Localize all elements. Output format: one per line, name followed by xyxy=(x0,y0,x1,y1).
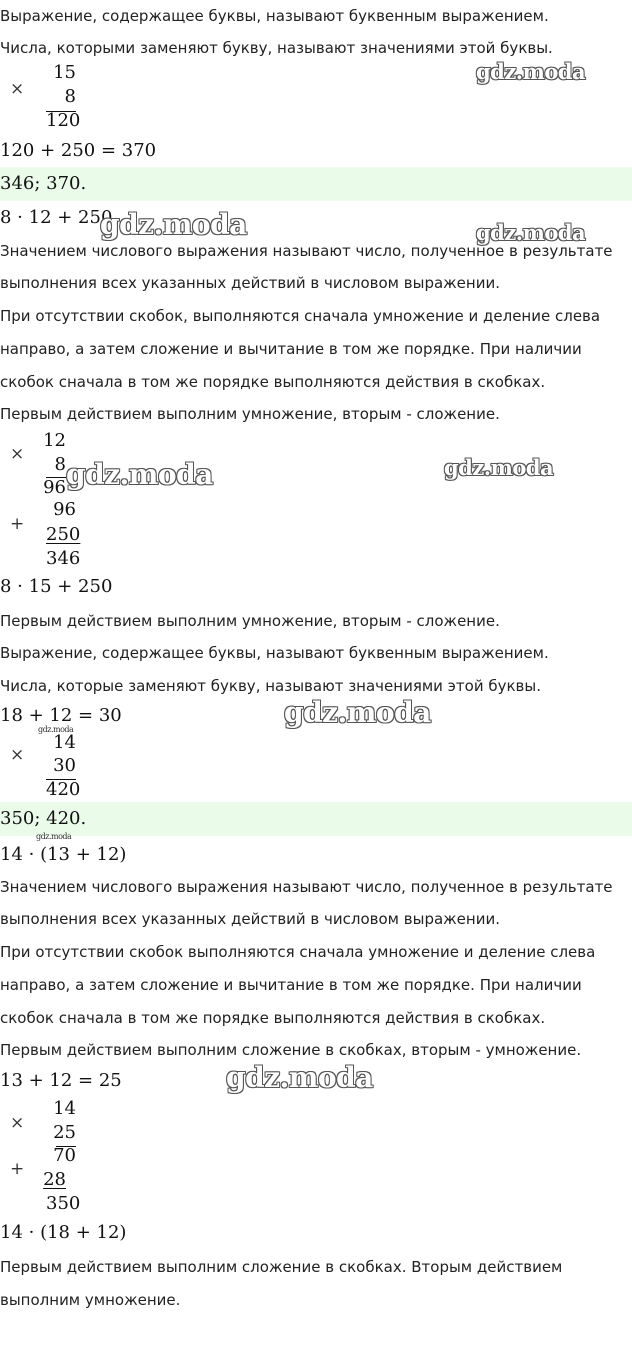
text-line: Числа, которыми заменяют букву, называют значениями этой буквы. xyxy=(0,39,553,57)
text-line: направо, а затем сложение и вычитание в том же порядке. При наличии xyxy=(0,976,582,994)
watermark: gdz.moda xyxy=(476,220,586,245)
plus-sign: + xyxy=(10,1159,25,1179)
expression: 14 · (18 + 12) xyxy=(0,1222,127,1243)
expression: 14 · (13 + 12) xyxy=(0,844,127,865)
equation: 18 + 12 = 30 xyxy=(0,705,122,726)
plus-sign: + xyxy=(10,514,25,534)
text-line: выполним умножение. xyxy=(0,1291,181,1309)
answer: 350; 420. xyxy=(0,808,87,829)
text-line: скобок сначала в том же порядке выполняются действия в скобках. xyxy=(0,1009,546,1027)
column-result: 70 xyxy=(53,1145,76,1166)
watermark: gdz.moda xyxy=(284,696,431,729)
text-line: выполнения всех указанных действий в числовом выражении. xyxy=(0,910,500,928)
watermark: gdz.moda xyxy=(36,832,72,841)
multiply-sign: × xyxy=(10,79,25,99)
watermark: gdz.moda xyxy=(476,59,586,84)
column-result: 346 xyxy=(46,548,81,569)
expression: 8 · 15 + 250 xyxy=(0,576,113,597)
text-line: При отсутствии скобок, выполняются сначала умножение и деление слева xyxy=(0,307,601,325)
text-line: Первым действием выполним сложение в скобках, вторым - умножение. xyxy=(0,1041,582,1059)
text-line: При отсутствии скобок выполняются сначала умножение и деление слева xyxy=(0,943,596,961)
answer-highlight xyxy=(0,802,632,836)
column-operand: 8 xyxy=(54,454,66,475)
column-result: 96 xyxy=(43,477,66,498)
column-operand: 14 xyxy=(53,732,76,753)
column-operand: 15 xyxy=(53,62,76,83)
watermark: gdz.moda xyxy=(100,208,247,241)
text-line: Выражение, содержащее буквы, называют буквенным выражением. xyxy=(0,644,549,662)
column-result: 120 xyxy=(46,110,81,131)
text-line: Значением числового выражения называют число, полученное в результате xyxy=(0,878,613,896)
answer: 346; 370. xyxy=(0,173,87,194)
multiply-sign: × xyxy=(10,444,25,464)
column-operand: 250 xyxy=(46,524,81,545)
text-line: Первым действием выполним умножение, вторым - сложение. xyxy=(0,612,500,630)
text-line: скобок сначала в том же порядке выполняются действия в скобках. xyxy=(0,373,546,391)
column-operand: 30 xyxy=(53,755,76,776)
column-operand: 8 xyxy=(64,86,76,107)
column-operand: 14 xyxy=(53,1098,76,1119)
text-line: Первым действием выполним сложение в скобках. Вторым действием xyxy=(0,1258,563,1276)
column-operand: 25 xyxy=(53,1122,76,1143)
watermark: gdz.moda xyxy=(66,458,213,491)
multiply-sign: × xyxy=(10,1113,25,1133)
expression: 8 · 12 + 250 xyxy=(0,207,113,228)
answer-highlight xyxy=(0,167,632,201)
column-result: 350 xyxy=(46,1193,81,1214)
watermark: gdz.moda xyxy=(444,455,554,480)
text-line: направо, а затем сложение и вычитание в том же порядке. При наличии xyxy=(0,340,582,358)
text-line: выполнения всех указанных действий в числовом выражении. xyxy=(0,274,500,292)
watermark: gdz.moda xyxy=(226,1061,373,1094)
watermark: gdz.moda xyxy=(38,725,74,734)
equation: 120 + 250 = 370 xyxy=(0,140,157,161)
text-line: Первым действием выполним умножение, вторым - сложение. xyxy=(0,405,500,423)
column-operand: 12 xyxy=(43,430,66,451)
column-operand: 28 xyxy=(43,1169,66,1190)
text-line: Значением числового выражения называют число, полученное в результате xyxy=(0,242,613,260)
text-line: Выражение, содержащее буквы, называют буквенным выражением. xyxy=(0,7,549,25)
text-line: Числа, которые заменяют букву, называют значениями этой буквы. xyxy=(0,677,541,695)
equation: 13 + 12 = 25 xyxy=(0,1070,122,1091)
column-operand: 96 xyxy=(53,499,76,520)
multiply-sign: × xyxy=(10,745,25,765)
column-result: 420 xyxy=(46,779,81,800)
